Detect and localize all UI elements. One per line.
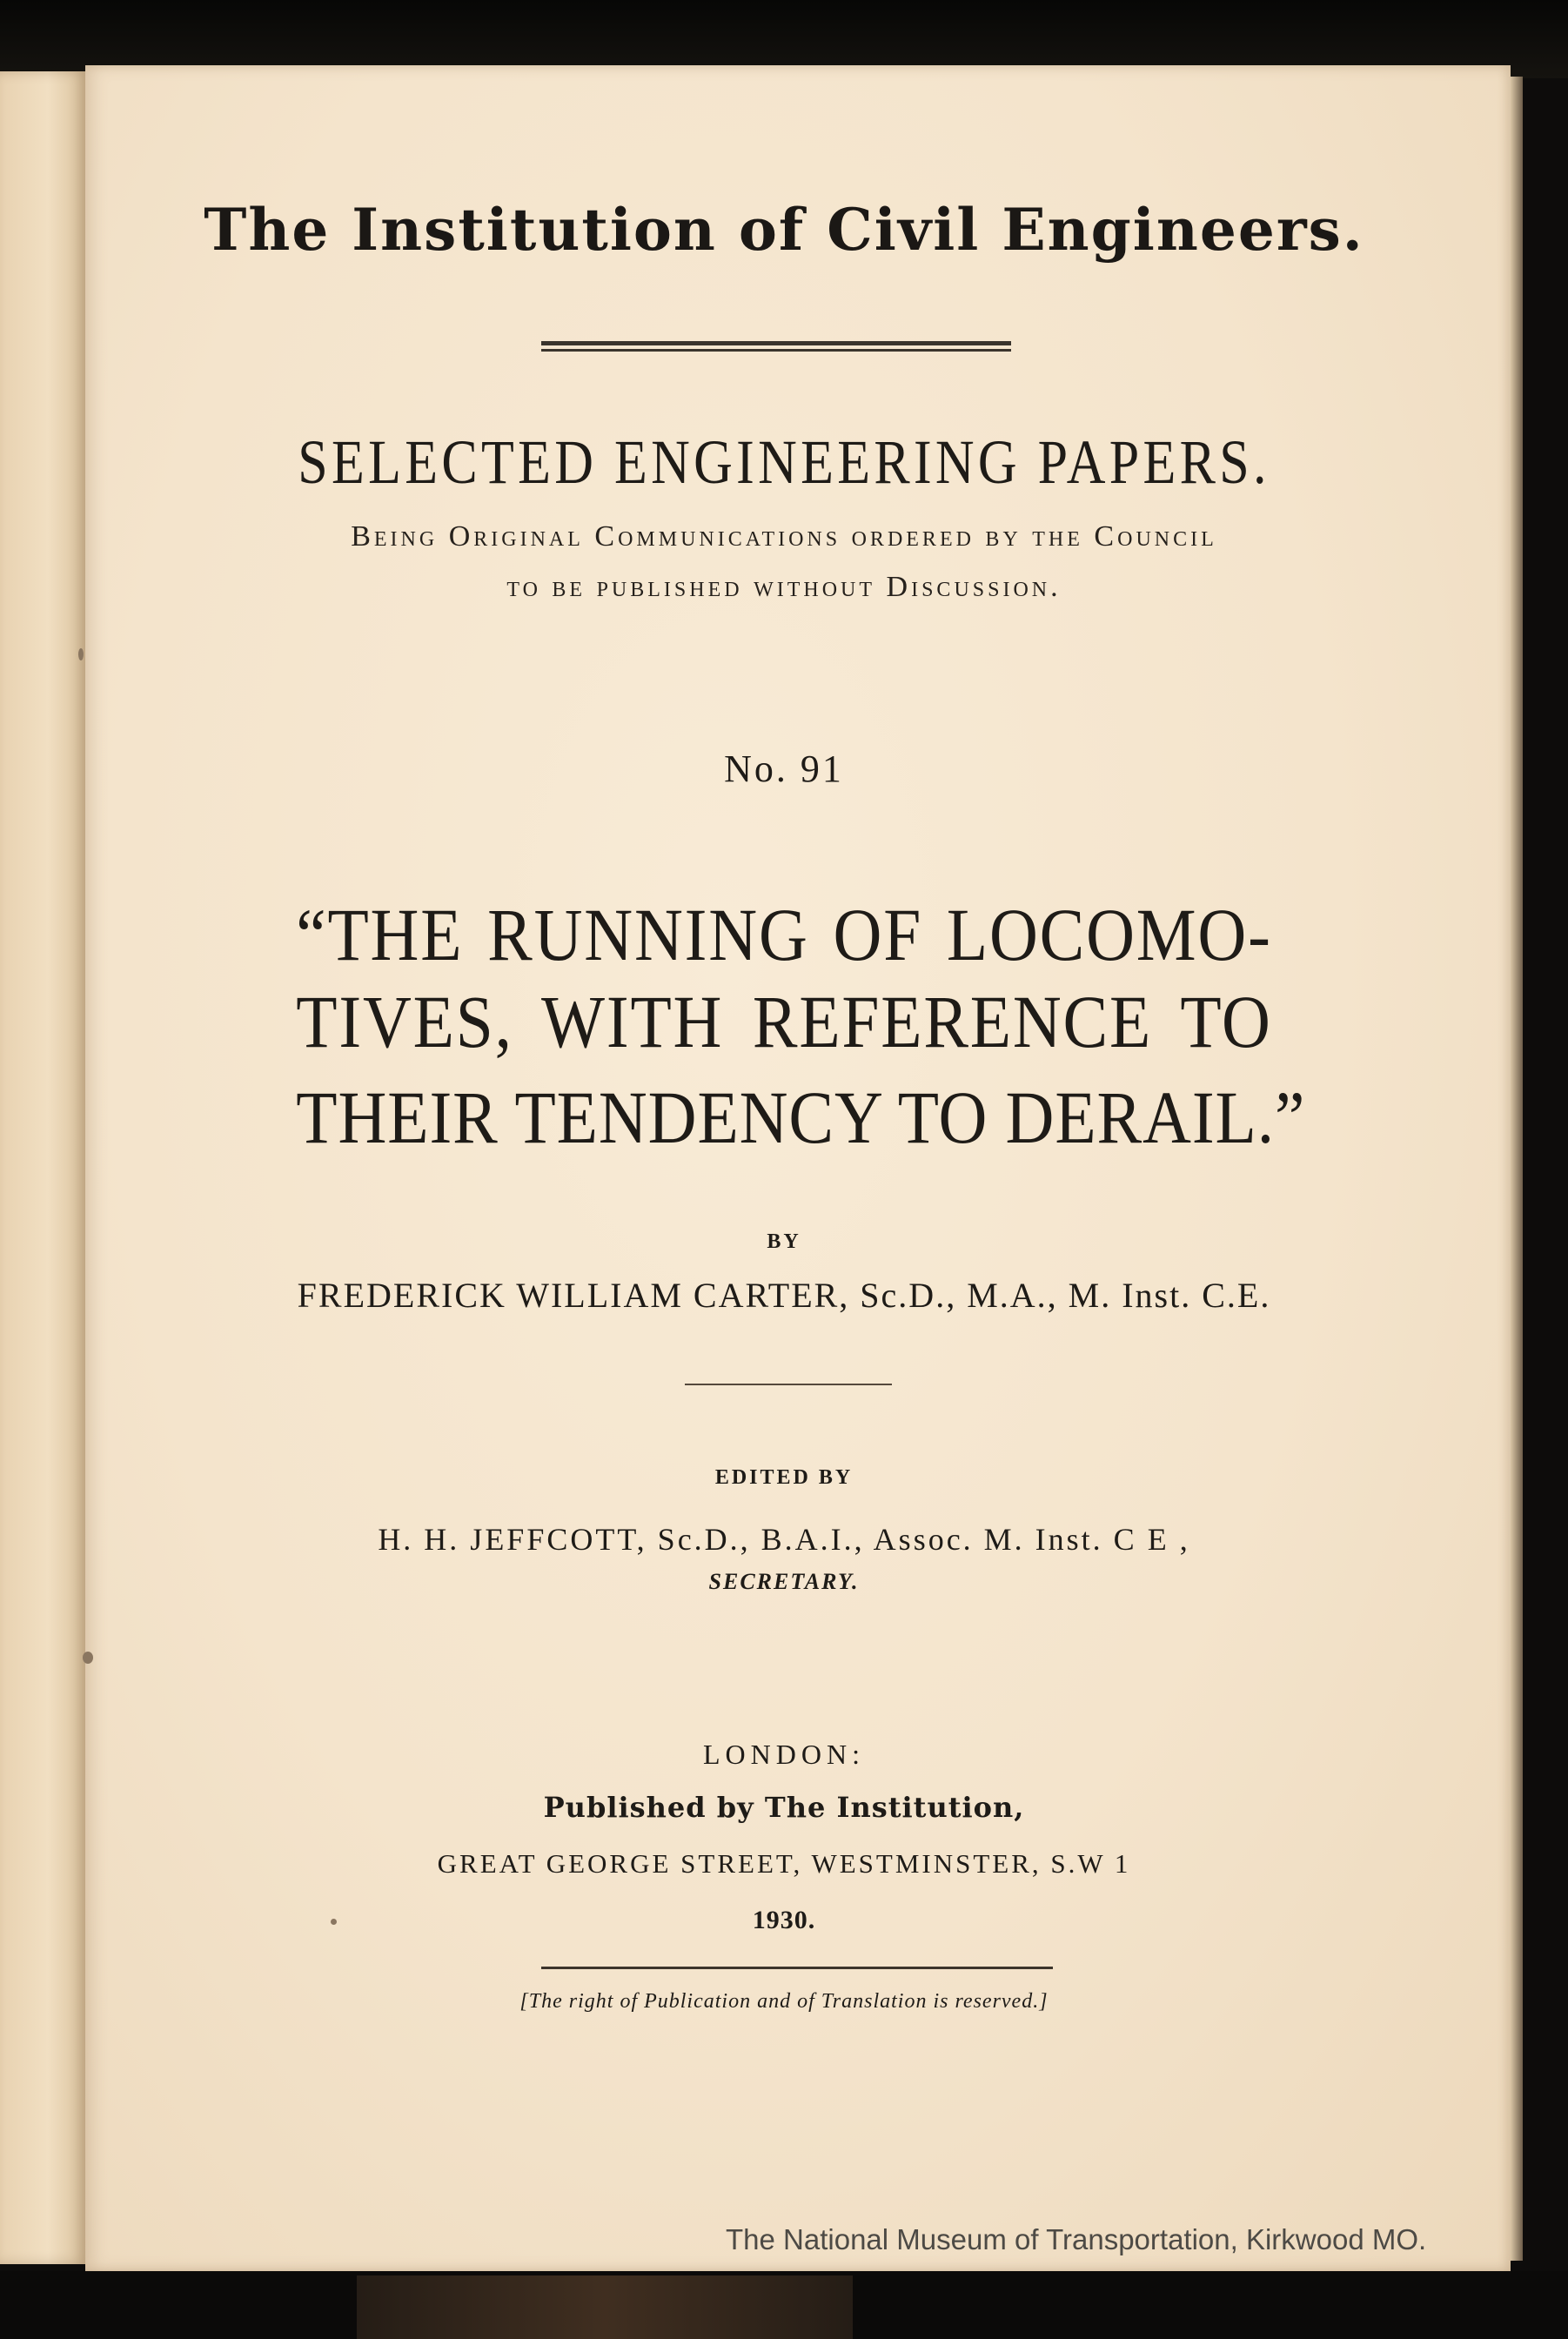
bottom-rule [541,1967,1053,1969]
editor-line: H. H. JEFFCOTT, Sc.D., B.A.I., Assoc. M. Inst. C E , [378,1522,1190,1557]
series-subtitle-line-1: Being Original Communications ordered by the Council [351,520,1217,553]
short-rule [685,1384,892,1385]
rights-notice: [The right of Publication and of Translation is reserved.] [519,1990,1049,2013]
paper-number: No. 91 [724,747,844,790]
double-rule [541,341,1011,353]
paper-title-line-3: THEIR TENDENCY TO DERAIL.” [296,1076,1306,1159]
imprint-address: GREAT GEORGE STREET, WESTMINSTER, S.W 1 [437,1848,1131,1879]
page-speck [78,648,84,660]
author-line: FREDERICK WILLIAM CARTER, Sc.D., M.A., M. Inst. C.E. [297,1276,1271,1315]
editor-role: SECRETARY. [708,1569,860,1594]
edited-by-label: EDITED BY [714,1466,854,1489]
book-spine [357,2275,853,2339]
series-title: SELECTED ENGINEERING PAPERS. [298,427,1270,497]
institution-heading: The Institution of Civil Engineers. [204,196,1364,264]
page-speck [83,1652,93,1664]
imprint-publisher: Published by The Institution, [543,1791,1025,1824]
facing-page-edge [0,71,87,2264]
imprint-year: 1930. [752,1906,816,1934]
series-subtitle-line-2: to be published without Discussion. [506,571,1062,603]
imprint-city: LONDON: [703,1739,865,1770]
paper-title-line-2: TIVES, WITH REFERENCE TO [296,980,1272,1063]
museum-watermark: The National Museum of Transportation, Kirkwood MO. [726,2223,1427,2255]
paper-title-line-1: “THE RUNNING OF LOCOMO- [296,893,1272,976]
by-label: BY [767,1230,801,1253]
